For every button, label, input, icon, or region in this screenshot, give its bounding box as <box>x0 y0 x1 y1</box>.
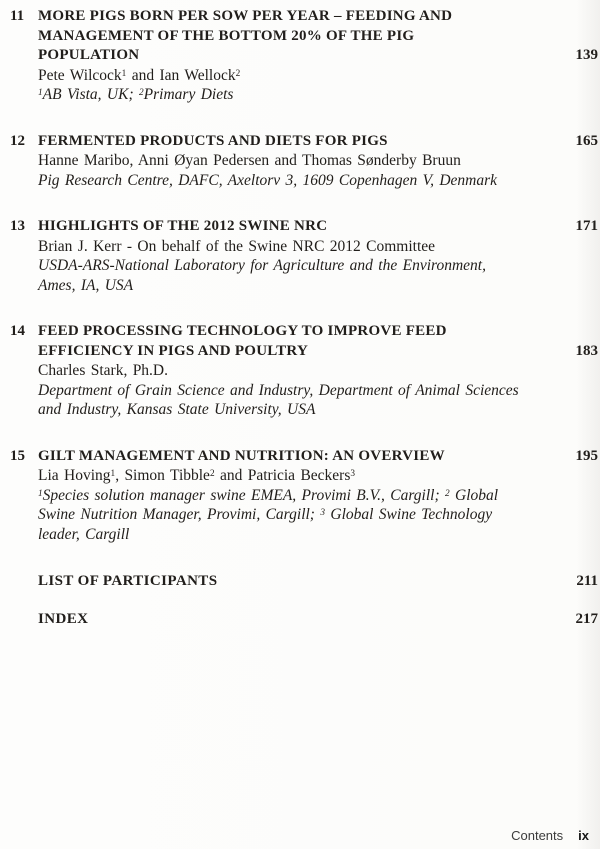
chapter-number: 15 <box>10 447 25 464</box>
chapter-title-row <box>38 217 598 237</box>
chapter-authors: Lia Hoving$^1$, Simon Tibble$^2$ and Patricia Beckers$^3$ <box>38 467 356 484</box>
chapter-title: HIGHLIGHTS OF THE 2012 SWINE NRC <box>38 218 328 234</box>
chapter-number: 12 <box>10 132 25 149</box>
back-entry-body <box>38 610 598 630</box>
toc-entry <box>10 447 598 545</box>
back-matter-entry <box>10 610 598 630</box>
back-entry-title: INDEX <box>38 610 89 627</box>
back-entry-title-row <box>38 610 598 630</box>
back-entry-number-spacer <box>10 572 38 592</box>
toc-entries <box>10 7 598 544</box>
chapter-authors: Pete Wilcock$^1$ and Ian Wellock$^2$ <box>38 66 241 84</box>
chapter-authors: Charles Stark, Ph.D. <box>38 362 169 379</box>
chapter-page-number: 171 <box>575 218 598 234</box>
chapter-number: 14 <box>10 323 25 339</box>
chapter-entry-body <box>38 322 598 420</box>
toc-entry <box>10 132 598 191</box>
chapter-title-row <box>38 132 598 152</box>
chapter-affiliation: USDA-ARS-National Laboratory for Agriculture and the Environment, Ames, IA, USA <box>38 257 486 294</box>
page-footer <box>511 828 589 843</box>
chapter-affiliation: $^1$Species solution manager swine EMEA, Provimi B.V., Cargill; $^2$ Global Swine Nutrition Manager, Provimi, Cargill; $^3$ Global Swine Technology leader, Cargill <box>38 486 499 543</box>
back-entry-body <box>38 572 598 592</box>
chapter-title: FERMENTED PRODUCTS AND DIETS FOR PIGS <box>38 132 388 149</box>
back-entry-title: LIST OF PARTICIPANTS <box>38 573 218 589</box>
chapter-page-number: 165 <box>575 132 598 149</box>
chapter-number: 13 <box>10 218 25 234</box>
chapter-title: GILT MANAGEMENT AND NUTRITION: AN OVERVIEW <box>38 447 445 464</box>
footer-section-label: Contents <box>511 828 564 843</box>
back-entry-page-number: 217 <box>575 610 598 627</box>
back-entry-number-spacer <box>10 610 38 630</box>
toc-entry <box>10 322 598 420</box>
back-entry-page-number: 211 <box>576 573 598 589</box>
chapter-page-number: 139 <box>575 47 598 63</box>
chapter-authors: Brian J. Kerr - On behalf of the Swine NRC 2012 Committee <box>38 237 436 255</box>
footer-page-number: ix <box>578 828 589 843</box>
chapter-affiliation: $^1$AB Vista, UK; $^2$Primary Diets <box>38 86 234 103</box>
chapter-title: FEED PROCESSING TECHNOLOGY TO IMPROVE FEED EFFICIENCY IN PIGS AND POULTRY <box>38 323 447 359</box>
chapter-affiliation: Department of Grain Science and Industry, Department of Animal Sciences and Industry, Kansas State University, USA <box>38 381 519 418</box>
chapter-page-number: 195 <box>575 447 598 464</box>
toc-entry <box>10 7 598 105</box>
chapter-title-row <box>38 7 598 66</box>
chapter-entry-body <box>38 217 598 295</box>
chapter-number: 11 <box>10 8 25 24</box>
chapter-entry-body <box>38 447 598 545</box>
chapter-authors: Hanne Maribo, Anni Øyan Pedersen and Thomas Sønderby Bruun <box>38 152 461 169</box>
chapter-title: MORE PIGS BORN PER SOW PER YEAR – FEEDING AND MANAGEMENT OF THE BOTTOM 20% OF THE PIG POPULATION <box>38 8 453 63</box>
toc-entry <box>10 217 598 295</box>
chapter-entry-body <box>38 132 598 191</box>
chapter-entry-body <box>38 7 598 105</box>
back-entry-title-row <box>38 572 598 592</box>
chapter-page-number: 183 <box>575 342 598 359</box>
back-matter-list <box>10 572 598 629</box>
back-matter-entry <box>10 572 598 592</box>
chapter-title-row <box>38 322 598 361</box>
chapter-title-row <box>38 447 598 467</box>
chapter-affiliation: Pig Research Centre, DAFC, Axeltorv 3, 1609 Copenhagen V, Denmark <box>38 171 498 189</box>
